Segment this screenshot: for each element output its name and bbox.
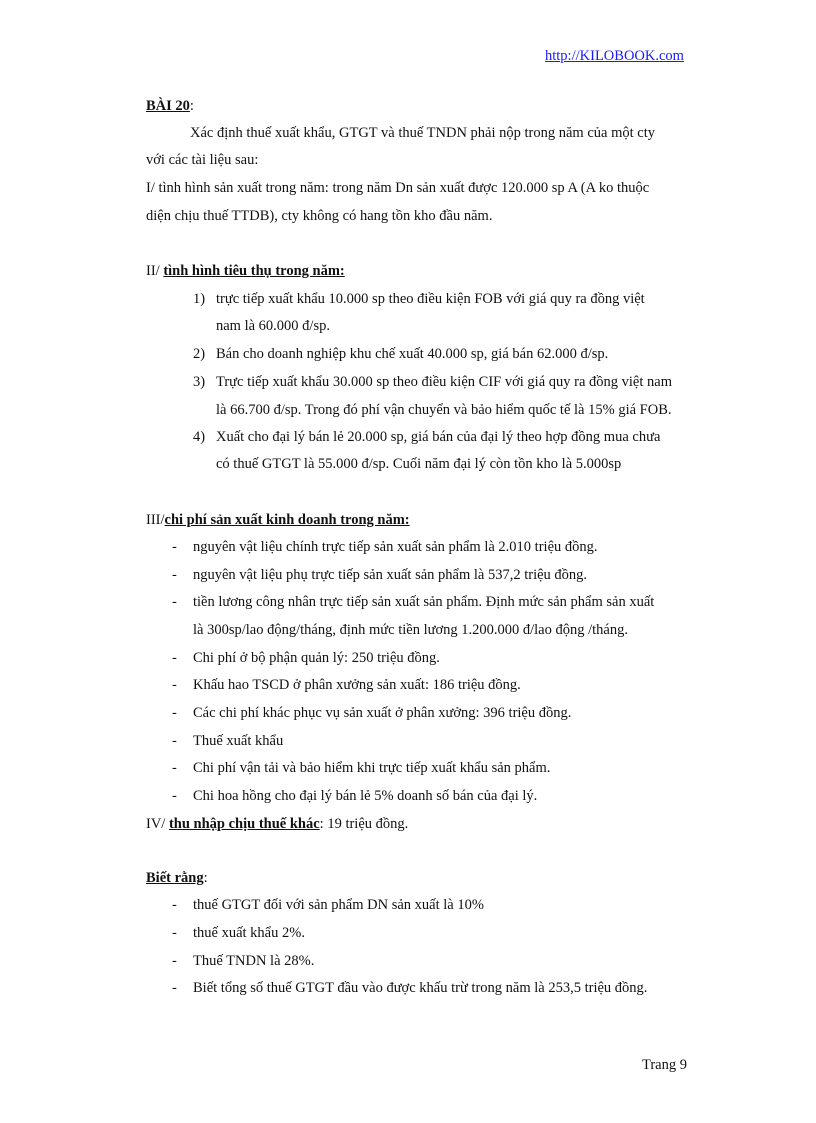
page-number: Trang 9: [642, 1057, 687, 1073]
section3-dash-3: -: [172, 594, 177, 610]
section4-suffix: : 19 triệu đồng.: [319, 816, 409, 832]
section2-item-4-line2: có thuế GTGT là 55.000 đ/sp. Cuối năm đại lý còn tồn kho là 5.000sp: [216, 456, 622, 472]
section3-dash-7: -: [172, 733, 177, 749]
section2-item-1-line2: nam là 60.000 đ/sp.: [216, 318, 330, 334]
section2-item-3-num: 3): [193, 374, 206, 390]
section2-item-3-line2: là 66.700 đ/sp. Trong đó phí vận chuyển và bảo hiểm quốc tế là 15% giá FOB.: [216, 402, 672, 418]
section3-prefix: III/: [146, 512, 165, 528]
section3-dash-8: -: [172, 760, 177, 776]
section3-item-2: nguyên vật liệu phụ trực tiếp sản xuất sản phẩm là 537,2 triệu đồng.: [193, 567, 588, 583]
exercise-title-label: BÀI 20: [146, 98, 190, 114]
section1-line-1: I/ tình hình sản xuất trong năm: trong năm Dn sản xuất được 120.000 sp A (A ko thuộc: [146, 180, 650, 196]
notes-dash-4: -: [172, 980, 177, 996]
section2-item-1-line1: trực tiếp xuất khẩu 10.000 sp theo điều kiện FOB với giá quy ra đồng việt: [216, 291, 645, 307]
section2-item-2-num: 2): [193, 346, 206, 362]
section3-dash-1: -: [172, 539, 177, 555]
section2-title: tình hình tiêu thụ trong năm:: [163, 263, 345, 279]
section3-item-9: Chi hoa hồng cho đại lý bán lẻ 5% doanh số bán của đại lý.: [193, 788, 538, 804]
exercise-title: [146, 98, 194, 115]
notes-dash-1: -: [172, 897, 177, 913]
notes-dash-2: -: [172, 925, 177, 941]
section2-item-4-num: 4): [193, 429, 206, 445]
notes-heading: [146, 870, 208, 887]
section2-item-4-line1: Xuất cho đại lý bán lẻ 20.000 sp, giá bán của đại lý theo hợp đồng mua chưa: [216, 429, 661, 445]
section3-item-6: Các chi phí khác phục vụ sản xuất ở phân xưởng: 396 triệu đồng.: [193, 705, 572, 721]
section2-prefix: II/: [146, 263, 164, 279]
notes-item-3: Thuế TNDN là 28%.: [193, 953, 315, 969]
section3-dash-6: -: [172, 705, 177, 721]
notes-item-4: Biết tổng số thuế GTGT đầu vào được khấu trừ trong năm là 253,5 triệu đồng.: [193, 980, 648, 996]
intro-line-1: Xác định thuế xuất khẩu, GTGT và thuế TNDN phải nộp trong năm của một cty: [190, 125, 655, 141]
intro-line-2: với các tài liệu sau:: [146, 152, 259, 168]
notes-dash-3: -: [172, 953, 177, 969]
section3-item-4: Chi phí ở bộ phận quản lý: 250 triệu đồng.: [193, 650, 440, 666]
section4-line: [146, 816, 408, 833]
section3-item-8: Chi phí vận tải và bảo hiểm khi trực tiếp xuất khẩu sản phẩm.: [193, 760, 551, 776]
notes-item-1: thuế GTGT đối với sản phẩm DN sản xuất là 10%: [193, 897, 484, 913]
section3-dash-2: -: [172, 567, 177, 583]
section3-item-3: tiền lương công nhân trực tiếp sản xuất sản phẩm. Định mức sản phẩm sản xuất: [193, 594, 655, 610]
section3-item-5: Khấu hao TSCD ở phân xưởng sản xuất: 186 triệu đồng.: [193, 677, 521, 693]
section3-dash-9: -: [172, 788, 177, 804]
notes-title: Biết rằng: [146, 870, 204, 886]
header-link[interactable]: http://KILOBOOK.com: [545, 48, 684, 64]
section3-title: chi phí sản xuất kinh doanh trong năm:: [164, 512, 410, 528]
section4-title: thu nhập chịu thuế khác: [168, 816, 320, 832]
section3-item-3-line2: là 300sp/lao động/tháng, định mức tiền lương 1.200.000 đ/lao động /tháng.: [193, 622, 628, 638]
section3-heading: [146, 512, 410, 529]
notes-colon: :: [203, 870, 208, 886]
exercise-title-colon: :: [189, 98, 194, 114]
section4-prefix: IV/: [146, 816, 169, 832]
section2-heading: [146, 263, 345, 280]
section2-item-3-line1: Trực tiếp xuất khẩu 30.000 sp theo điều kiện CIF với giá quy ra đồng việt nam: [216, 374, 672, 390]
section3-dash-5: -: [172, 677, 177, 693]
notes-item-2: thuế xuất khẩu 2%.: [193, 925, 305, 941]
section3-dash-4: -: [172, 650, 177, 666]
section2-item-2-line1: Bán cho doanh nghiệp khu chế xuất 40.000 sp, giá bán 62.000 đ/sp.: [216, 346, 609, 362]
section3-item-1: nguyên vật liệu chính trực tiếp sản xuất sản phẩm là 2.010 triệu đồng.: [193, 539, 598, 555]
section1-line-2: diện chịu thuế TTDB), cty không có hang tồn kho đầu năm.: [146, 208, 493, 224]
section3-item-7: Thuế xuất khẩu: [193, 733, 284, 749]
section2-item-1-num: 1): [193, 291, 206, 307]
